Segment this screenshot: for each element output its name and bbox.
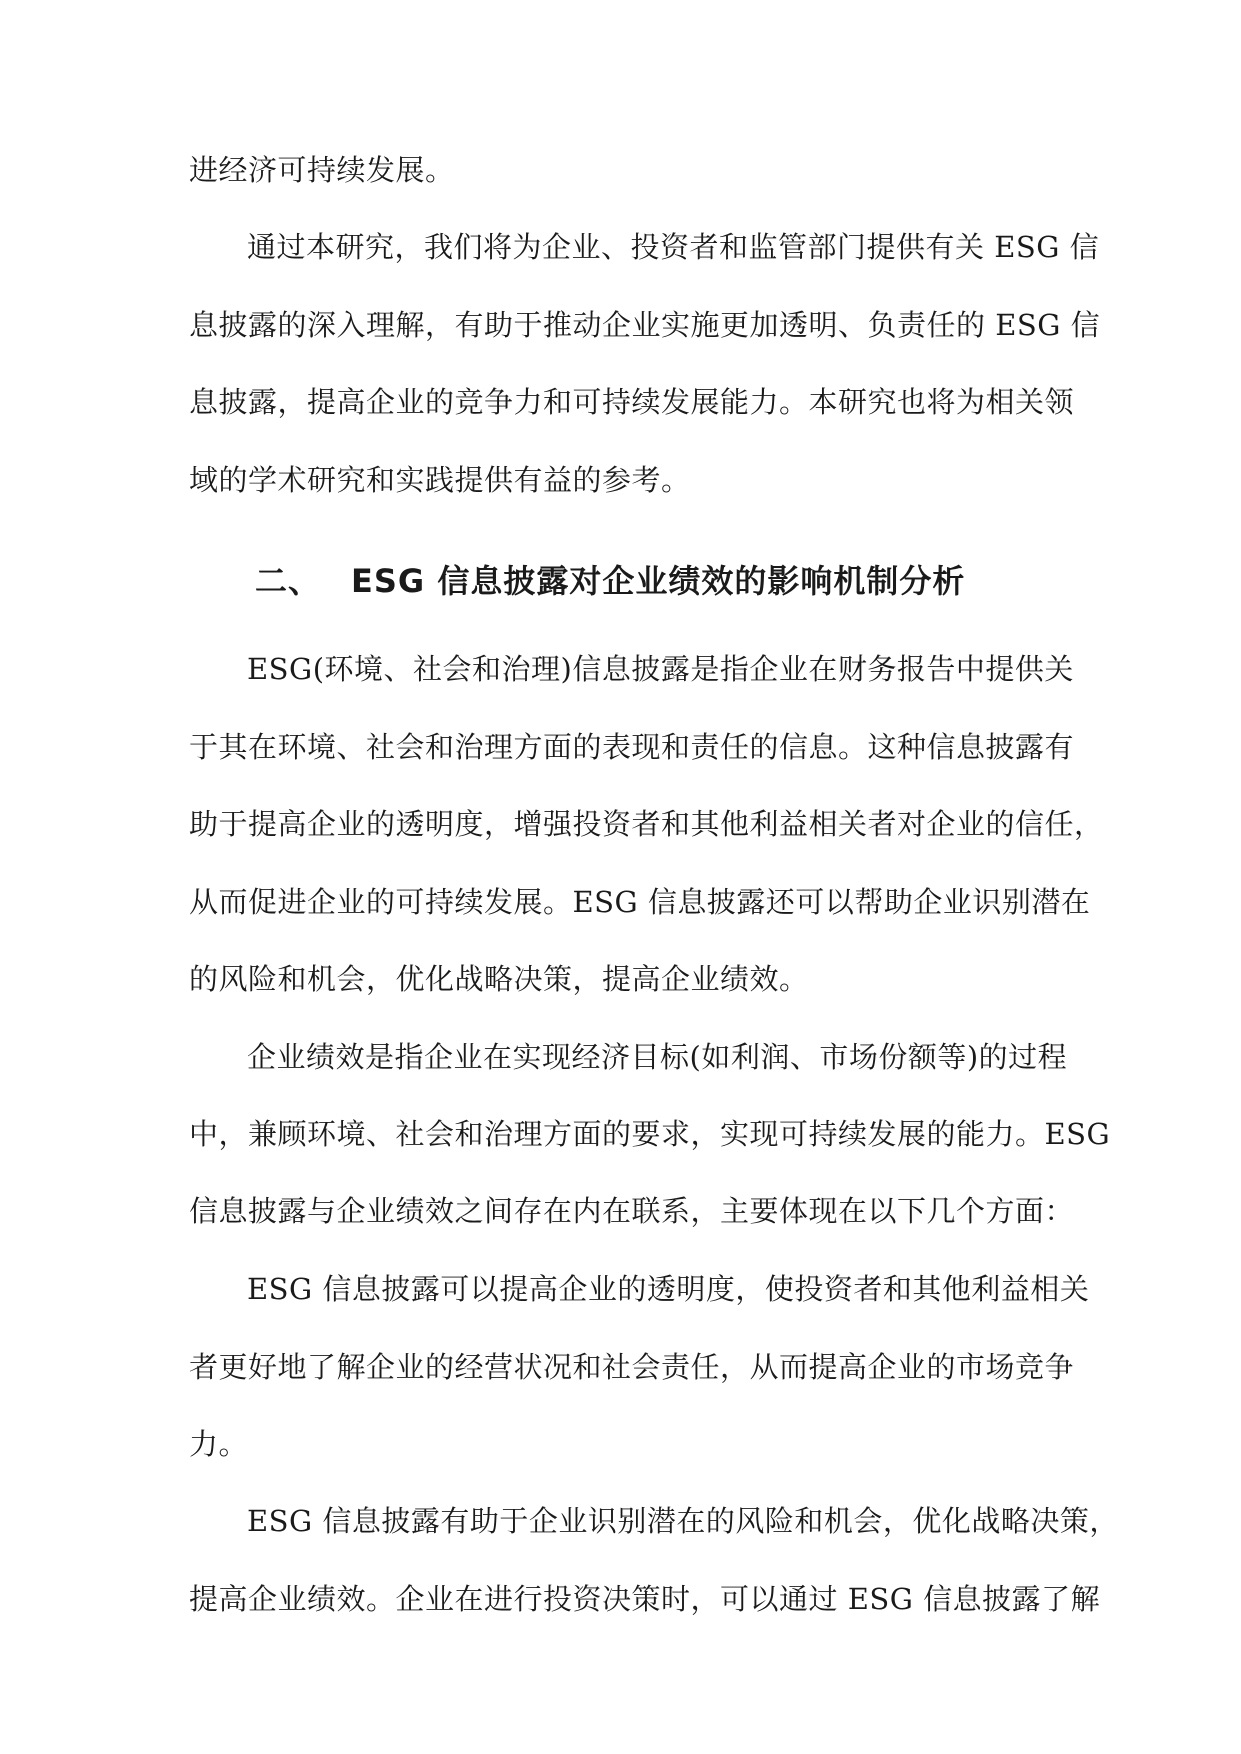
text-line: 力。 [189,1427,249,1461]
section-title: ESG 信息披露对企业绩效的影响机制分析 [351,562,966,600]
text-line: ESG 信息披露有助于企业识别潜在的风险和机会，优化战略决策， [247,1504,1119,1538]
section-number: 二、 [255,562,322,600]
text-line: 者更好地了解企业的经营状况和社会责任，从而提高企业的市场竞争 [189,1350,1075,1384]
text-line: 中，兼顾环境、社会和治理方面的要求，实现可持续发展的能力。ESG [189,1117,1111,1151]
text-line: ESG(环境、社会和治理)信息披露是指企业在财务报告中提供关 [247,652,1074,686]
text-line: 的风险和机会，优化战略决策，提高企业绩效。 [189,962,809,996]
text-line: 提高企业绩效。企业在进行投资决策时，可以通过 ESG 信息披露了解 [189,1582,1101,1616]
text-line: 信息披露与企业绩效之间存在内在联系，主要体现在以下几个方面： [189,1194,1075,1228]
text-line: 进经济可持续发展。 [189,153,455,187]
text-line: 助于提高企业的透明度，增强投资者和其他利益相关者对企业的信任， [189,807,1104,841]
section-heading [255,559,965,603]
text-line: 从而促进企业的可持续发展。ESG 信息披露还可以帮助企业识别潜在 [189,885,1091,919]
text-line: 通过本研究，我们将为企业、投资者和监管部门提供有关 ESG 信 [247,230,1100,264]
text-line: ESG 信息披露可以提高企业的透明度，使投资者和其他利益相关 [247,1272,1090,1306]
text-line: 域的学术研究和实践提供有益的参考。 [189,463,691,497]
text-line: 息披露的深入理解，有助于推动企业实施更加透明、负责任的 ESG 信 [189,308,1101,342]
text-line: 于其在环境、社会和治理方面的表现和责任的信息。这种信息披露有 [189,730,1075,764]
text-line: 息披露，提高企业的竞争力和可持续发展能力。本研究也将为相关领 [189,385,1075,419]
text-line: 企业绩效是指企业在实现经济目标(如利润、市场份额等)的过程 [247,1040,1068,1074]
